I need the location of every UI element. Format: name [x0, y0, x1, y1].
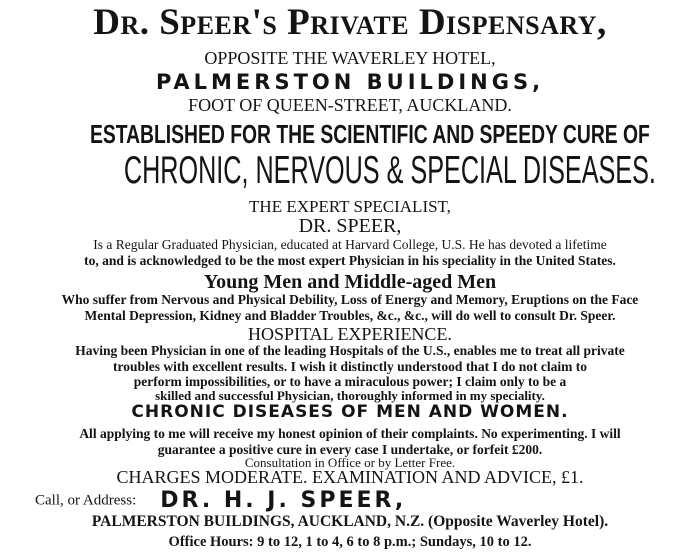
building-name: PALMERSTON BUILDINGS, — [155, 70, 545, 94]
location-line-1: OPPOSITE THE WAVERLEY HOTEL, — [204, 48, 496, 68]
call-label: Call, or Address: — [35, 492, 137, 509]
guarantee-paragraph-line-2: guarantee a positive cure in every case I undertake, or forfeit £200. — [157, 442, 543, 457]
expert-specialist: THE EXPERT SPECIALIST, — [249, 197, 451, 216]
intro-paragraph-line-1: Is a Regular Graduated Physician, educated at Harvard College, U.S. He has devoted a lifetime — [93, 237, 607, 252]
location-line-2: FOOT OF QUEEN-STREET, AUCKLAND. — [188, 95, 512, 115]
symptoms-paragraph-line-1: Who suffer from Nervous and Physical Debility, Loss of Energy and Memory, Eruptions on the Face — [61, 292, 639, 307]
hospital-heading: HOSPITAL EXPERIENCE. — [248, 324, 452, 344]
intro-paragraph-line-2: to, and is acknowledged to be the most expert Physician in his speciality in the United States. — [84, 253, 616, 268]
established-line: ESTABLISHED FOR THE SCIENTIFIC AND SPEEDY CURE OF — [89, 119, 650, 149]
symptoms-paragraph-line-2: Mental Depression, Kidney and Bladder Troubles, &c., &c., will do well to consult Dr. Speer. — [84, 308, 616, 323]
ad-title: Dr. Speer's Private Dispensary, — [93, 2, 607, 43]
call-address-line — [35, 490, 635, 512]
hospital-paragraph-line-2: troubles with excellent results. I wish it distinctly understood that I do not claim to — [113, 359, 587, 374]
address-line: PALMERSTON BUILDINGS, AUCKLAND, N.Z. (Opposite Waverley Hotel). — [91, 513, 609, 530]
doctor-name: DR. SPEER, — [298, 215, 402, 237]
young-men-heading: Young Men and Middle-aged Men — [203, 271, 497, 293]
hospital-paragraph-line-1: Having been Physician in one of the leading Hospitals of the U.S., enables me to treat all private — [75, 343, 625, 358]
office-hours-line: Office Hours: 9 to 12, 1 to 4, 6 to 8 p.m.; Sundays, 10 to 12. — [168, 534, 532, 550]
guarantee-paragraph-line-1: All applying to me will receive my honest opinion of their complaints. No experimenting. I will — [79, 426, 621, 441]
consultation-line: Consultation in Office or by Letter Free. — [244, 455, 456, 470]
chronic-diseases-heading: CHRONIC DISEASES OF MEN AND WOMEN. — [131, 402, 569, 422]
hospital-paragraph-line-4: skilled and successful Physician, thoroughly informed in my speciality. — [155, 388, 545, 403]
call-doctor-name: DR. H. J. SPEER, — [160, 488, 407, 513]
diseases-headline: CHRONIC, NERVOUS & SPECIAL DISEASES. — [123, 149, 656, 192]
hospital-paragraph-line-3: perform impossibilities, or to have a miraculous power; I claim only to be a — [133, 374, 567, 389]
charges-line: CHARGES MODERATE. EXAMINATION AND ADVICE, £1. — [116, 467, 584, 487]
